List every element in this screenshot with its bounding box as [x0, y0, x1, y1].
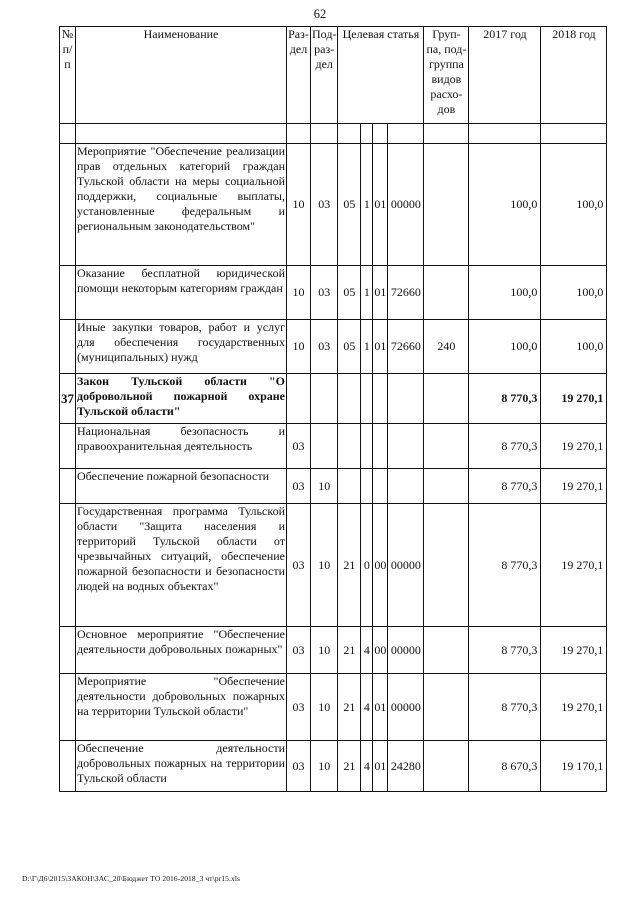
amount-2018: 19 170,1	[541, 741, 607, 792]
header-podrazdel: Под-раз-дел	[311, 27, 338, 124]
spacer-cell	[311, 124, 338, 144]
header-target-article: Целевая статья	[338, 27, 424, 124]
target-event-code: 00	[373, 504, 388, 627]
header-row	[60, 27, 607, 124]
target-program-code: 05	[338, 144, 361, 266]
amount-2018: 100,0	[541, 320, 607, 374]
razdel-code: 03	[287, 674, 311, 741]
spacer-cell	[373, 124, 388, 144]
target-event-code: 01	[373, 674, 388, 741]
razdel-code: 03	[287, 469, 311, 504]
spacer-cell	[424, 124, 469, 144]
target-direction-code: 72660	[388, 266, 424, 320]
target-direction-code: 72660	[388, 320, 424, 374]
row-number: 37	[60, 374, 76, 424]
expense-group-code	[424, 469, 469, 504]
table-row	[60, 424, 607, 469]
target-program-code: 05	[338, 320, 361, 374]
razdel-code: 10	[287, 320, 311, 374]
target-program-code	[338, 469, 361, 504]
razdel-code: 03	[287, 627, 311, 674]
expense-group-code	[424, 627, 469, 674]
amount-2018: 19 270,1	[541, 469, 607, 504]
amount-2017: 8 670,3	[469, 741, 541, 792]
amount-2018: 100,0	[541, 144, 607, 266]
row-number	[60, 424, 76, 469]
target-program-code: 05	[338, 266, 361, 320]
row-number	[60, 266, 76, 320]
target-direction-code: 00000	[388, 504, 424, 627]
razdel-code: 03	[287, 504, 311, 627]
amount-2018: 19 270,1	[541, 627, 607, 674]
target-event-code: 01	[373, 741, 388, 792]
amount-2017: 8 770,3	[469, 674, 541, 741]
expense-group-code	[424, 266, 469, 320]
item-name: Мероприятие "Обеспечение реализации прав отдельных категорий граждан Тульской области на меры социальной поддержки, социальные выплаты, установленные федеральным и региональным законодательством"	[76, 144, 287, 266]
item-name: Национальная безопасность и правоохранительная деятельность	[76, 424, 287, 469]
amount-2018: 100,0	[541, 266, 607, 320]
podrazdel-code: 03	[311, 266, 338, 320]
row-number	[60, 469, 76, 504]
target-program-code: 21	[338, 741, 361, 792]
amount-2017: 100,0	[469, 320, 541, 374]
expense-group-code	[424, 504, 469, 627]
target-event-code: 01	[373, 320, 388, 374]
target-subprogram-code: 1	[361, 266, 373, 320]
podrazdel-code	[311, 424, 338, 469]
expense-group-code	[424, 424, 469, 469]
podrazdel-code	[311, 374, 338, 424]
table-row	[60, 504, 607, 627]
podrazdel-code: 10	[311, 504, 338, 627]
target-direction-code	[388, 424, 424, 469]
target-event-code	[373, 469, 388, 504]
row-number	[60, 741, 76, 792]
expense-group-code: 240	[424, 320, 469, 374]
header-expense-group: Груп-па, под-группа видов расхо-дов	[424, 27, 469, 124]
amount-2018: 19 270,1	[541, 374, 607, 424]
spacer-cell	[388, 124, 424, 144]
target-subprogram-code	[361, 469, 373, 504]
target-subprogram-code	[361, 374, 373, 424]
target-subprogram-code	[361, 424, 373, 469]
podrazdel-code: 10	[311, 741, 338, 792]
expense-group-code	[424, 741, 469, 792]
header-2018: 2018 год	[541, 27, 607, 124]
item-name: Мероприятие "Обеспечение деятельности добровольных пожарных на территории Тульской области"	[76, 674, 287, 741]
razdel-code: 03	[287, 741, 311, 792]
table-row	[60, 674, 607, 741]
header-name: Наименование	[76, 27, 287, 124]
target-direction-code: 00000	[388, 627, 424, 674]
target-subprogram-code: 4	[361, 674, 373, 741]
table-row	[60, 627, 607, 674]
target-program-code	[338, 424, 361, 469]
header-razdel: Раз-дел	[287, 27, 311, 124]
item-name: Основное мероприятие "Обеспечение деятельности добровольных пожарных"	[76, 627, 287, 674]
razdel-code: 03	[287, 424, 311, 469]
amount-2018: 19 270,1	[541, 674, 607, 741]
spacer-cell	[541, 124, 607, 144]
header-spacer-row	[60, 124, 607, 144]
row-number	[60, 320, 76, 374]
page-number: 62	[313, 7, 327, 21]
target-direction-code: 24280	[388, 741, 424, 792]
target-event-code: 01	[373, 266, 388, 320]
row-number	[60, 674, 76, 741]
row-number	[60, 144, 76, 266]
razdel-code: 10	[287, 266, 311, 320]
amount-2017: 8 770,3	[469, 424, 541, 469]
target-program-code: 21	[338, 627, 361, 674]
header-2017: 2017 год	[469, 27, 541, 124]
podrazdel-code: 10	[311, 469, 338, 504]
amount-2017: 8 770,3	[469, 504, 541, 627]
target-direction-code	[388, 374, 424, 424]
row-number	[60, 627, 76, 674]
item-name: Иные закупки товаров, работ и услуг для обеспечения государственных (муниципальных) нужд	[76, 320, 287, 374]
table-row	[60, 469, 607, 504]
table-row	[60, 741, 607, 792]
target-event-code: 00	[373, 627, 388, 674]
expense-group-code	[424, 144, 469, 266]
item-name: Оказание бесплатной юридической помощи некоторым категориям граждан	[76, 266, 287, 320]
amount-2017: 8 770,3	[469, 627, 541, 674]
target-event-code: 01	[373, 144, 388, 266]
expense-group-code	[424, 374, 469, 424]
table-row	[60, 320, 607, 374]
spacer-cell	[287, 124, 311, 144]
podrazdel-code: 10	[311, 674, 338, 741]
item-name: Государственная программа Тульской области "Защита населения и территорий Тульской области от чрезвычайных ситуаций, обеспечение пожарной безопасности и безопасности людей на водных объектах"	[76, 504, 287, 627]
target-subprogram-code: 4	[361, 741, 373, 792]
spacer-cell	[361, 124, 373, 144]
target-program-code: 21	[338, 504, 361, 627]
spacer-cell	[469, 124, 541, 144]
amount-2018: 19 270,1	[541, 504, 607, 627]
row-number	[60, 504, 76, 627]
amount-2017: 8 770,3	[469, 374, 541, 424]
razdel-code	[287, 374, 311, 424]
razdel-code: 10	[287, 144, 311, 266]
table-row	[60, 266, 607, 320]
target-event-code	[373, 374, 388, 424]
spacer-cell	[338, 124, 361, 144]
table-row	[60, 144, 607, 266]
target-direction-code: 00000	[388, 144, 424, 266]
target-direction-code	[388, 469, 424, 504]
amount-2017: 100,0	[469, 266, 541, 320]
target-direction-code: 00000	[388, 674, 424, 741]
item-name: Обеспечение пожарной безопасности	[76, 469, 287, 504]
spacer-cell	[76, 124, 287, 144]
amount-2018: 19 270,1	[541, 424, 607, 469]
podrazdel-code: 03	[311, 144, 338, 266]
amount-2017: 8 770,3	[469, 469, 541, 504]
amount-2017: 100,0	[469, 144, 541, 266]
table-row	[60, 374, 607, 424]
target-event-code	[373, 424, 388, 469]
expense-group-code	[424, 674, 469, 741]
target-subprogram-code: 4	[361, 627, 373, 674]
target-subprogram-code: 1	[361, 320, 373, 374]
budget-table	[59, 26, 607, 792]
file-path-footer: D:\Г\Д6\2015\ЗАКОН\ЗАС_20\Бюджет ТО 2016-2018_3 чт\pr15.xls	[22, 874, 241, 883]
target-subprogram-code: 0	[361, 504, 373, 627]
podrazdel-code: 10	[311, 627, 338, 674]
podrazdel-code: 03	[311, 320, 338, 374]
target-subprogram-code: 1	[361, 144, 373, 266]
item-name: Закон Тульской области "О добровольной пожарной охране Тульской области"	[76, 374, 287, 424]
item-name: Обеспечение деятельности добровольных пожарных на территории Тульской области	[76, 741, 287, 792]
spacer-cell	[60, 124, 76, 144]
target-program-code: 21	[338, 674, 361, 741]
target-program-code	[338, 374, 361, 424]
header-num: № п/п	[60, 27, 76, 124]
